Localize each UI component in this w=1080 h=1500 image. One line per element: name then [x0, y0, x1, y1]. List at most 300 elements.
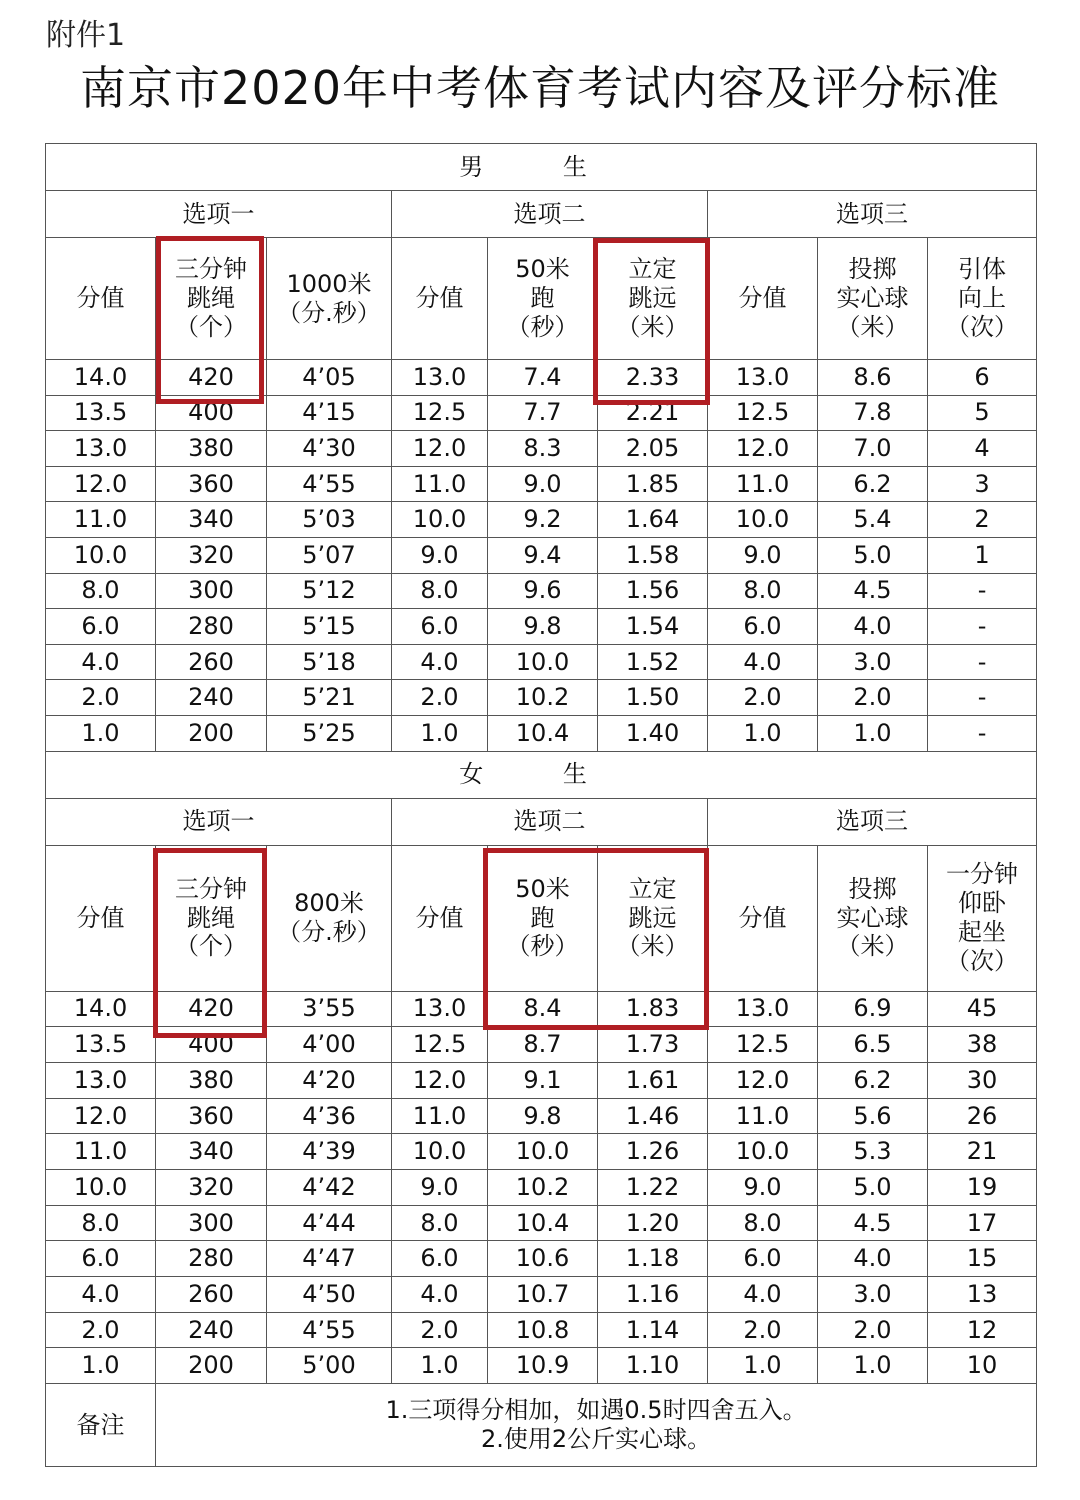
table-cell: 8.0 — [46, 1205, 156, 1241]
table-cell: 420 — [156, 991, 267, 1027]
table-cell: 9.0 — [488, 466, 598, 502]
table-cell: 4.0 — [708, 1277, 818, 1313]
table-cell: 14.0 — [46, 991, 156, 1027]
male-header-5 — [598, 238, 708, 360]
header-line: 1000米 — [286, 269, 372, 298]
male-options-row — [46, 191, 1037, 238]
notes-content — [156, 1384, 1037, 1467]
table-cell: 1.26 — [598, 1134, 708, 1170]
table-cell: 280 — [156, 1241, 267, 1277]
table-cell: 13.0 — [46, 431, 156, 467]
table-cell: 8.3 — [488, 431, 598, 467]
table-cell: 1.0 — [46, 1348, 156, 1384]
table-cell: 1.20 — [598, 1205, 708, 1241]
table-cell: 1.64 — [598, 502, 708, 538]
male-option-two: 选项二 — [392, 191, 708, 238]
table-row — [46, 1205, 1037, 1241]
table-cell: 6.9 — [818, 991, 928, 1027]
table-cell: 2.21 — [598, 395, 708, 431]
table-cell: 12.0 — [392, 431, 488, 467]
table-cell: - — [928, 573, 1037, 609]
table-cell: 1.58 — [598, 537, 708, 573]
table-cell: 2.0 — [818, 1312, 928, 1348]
table-row — [46, 1027, 1037, 1063]
table-cell: 13.0 — [46, 1062, 156, 1098]
header-line: 立定 — [628, 874, 677, 903]
table-cell: - — [928, 644, 1037, 680]
header-line: 投掷 — [848, 255, 897, 284]
table-cell: 9.6 — [488, 573, 598, 609]
male-header-6 — [708, 238, 818, 360]
document-title: 南京市2020年中考体育考试内容及评分标准 — [79, 61, 1001, 115]
table-cell: 320 — [156, 1169, 267, 1205]
header-line: 仰卧 — [958, 889, 1007, 918]
table-cell: 1.14 — [598, 1312, 708, 1348]
table-cell: 380 — [156, 1062, 267, 1098]
table-cell: 17 — [928, 1205, 1037, 1241]
table-cell: 10.8 — [488, 1312, 598, 1348]
female-options-row — [46, 798, 1037, 845]
table-cell: 14.0 — [46, 360, 156, 396]
table-row — [46, 609, 1037, 645]
table-cell: 5.0 — [818, 537, 928, 573]
table-cell: 5.3 — [818, 1134, 928, 1170]
table-cell: 2.0 — [818, 680, 928, 716]
table-cell: 10.0 — [392, 1134, 488, 1170]
male-header-3 — [392, 238, 488, 360]
table-cell: 13.0 — [708, 360, 818, 396]
header-line: （分.秒） — [277, 918, 381, 947]
table-cell: 4.0 — [46, 1277, 156, 1313]
male-header-8 — [928, 238, 1037, 360]
table-cell: 12.5 — [392, 1027, 488, 1063]
header-line: 起坐 — [958, 918, 1007, 947]
male-section-row — [46, 144, 1037, 191]
table-cell: 8.0 — [708, 573, 818, 609]
table-cell: 19 — [928, 1169, 1037, 1205]
table-cell: 1.18 — [598, 1241, 708, 1277]
table-cell: 11.0 — [46, 502, 156, 538]
table-row — [46, 1312, 1037, 1348]
table-cell: 13.0 — [392, 991, 488, 1027]
female-header-1 — [156, 845, 267, 991]
table-cell: 1.46 — [598, 1098, 708, 1134]
table-cell: 10.7 — [488, 1277, 598, 1313]
table-cell: 260 — [156, 644, 267, 680]
table-cell: 11.0 — [392, 1098, 488, 1134]
table-cell: 9.0 — [708, 537, 818, 573]
table-cell: 30 — [928, 1062, 1037, 1098]
table-cell: 9.8 — [488, 1098, 598, 1134]
header-line: 引体 — [958, 255, 1007, 284]
table-cell: 400 — [156, 1027, 267, 1063]
table-cell: 4’47 — [267, 1241, 392, 1277]
header-line: 跳绳 — [187, 903, 235, 932]
male-header-1 — [156, 238, 267, 360]
attachment-label: 附件1 — [46, 18, 126, 53]
notes-row — [46, 1384, 1037, 1467]
table-cell: 1.0 — [708, 715, 818, 751]
male-header-7 — [818, 238, 928, 360]
table-cell: 12.5 — [708, 1027, 818, 1063]
table-row — [46, 360, 1037, 396]
header-line: （米） — [836, 312, 909, 341]
header-line: 三分钟 — [175, 874, 247, 903]
table-cell: 420 — [156, 360, 267, 396]
table-cell: 4’42 — [267, 1169, 392, 1205]
table-cell: 6.2 — [818, 1062, 928, 1098]
table-cell: 4’55 — [267, 1312, 392, 1348]
table-cell: 9.8 — [488, 609, 598, 645]
table-cell: 4.0 — [818, 1241, 928, 1277]
table-cell: 10.4 — [488, 1205, 598, 1241]
table-row — [46, 1348, 1037, 1384]
table-cell: 340 — [156, 1134, 267, 1170]
table-cell: 8.7 — [488, 1027, 598, 1063]
table-cell: 5’18 — [267, 644, 392, 680]
table-cell: - — [928, 680, 1037, 716]
table-cell: 13.0 — [392, 360, 488, 396]
table-cell: 8.0 — [392, 573, 488, 609]
table-cell: 1.40 — [598, 715, 708, 751]
female-section-title: 女 生 — [46, 751, 1037, 798]
table-cell: 6.2 — [818, 466, 928, 502]
table-cell: 360 — [156, 1098, 267, 1134]
table-cell: 12.0 — [46, 1098, 156, 1134]
header-line: （米） — [616, 932, 689, 961]
table-cell: 4 — [928, 431, 1037, 467]
table-cell: 8.0 — [708, 1205, 818, 1241]
table-cell: 9.4 — [488, 537, 598, 573]
table-cell: 5’15 — [267, 609, 392, 645]
table-cell: 4’36 — [267, 1098, 392, 1134]
table-cell: 200 — [156, 715, 267, 751]
table-cell: 3.0 — [818, 644, 928, 680]
header-line: 投掷 — [848, 874, 897, 903]
header-line: 跑 — [530, 284, 555, 313]
table-cell: 6.0 — [46, 609, 156, 645]
table-cell: 8.4 — [488, 991, 598, 1027]
table-cell: 6.5 — [818, 1027, 928, 1063]
table-cell: 11.0 — [46, 1134, 156, 1170]
male-header-row — [46, 238, 1037, 360]
female-section-row — [46, 751, 1037, 798]
table-cell: 4.0 — [818, 609, 928, 645]
table-cell: 5’21 — [267, 680, 392, 716]
header-line: （秒） — [506, 312, 579, 341]
table-cell: 13.5 — [46, 1027, 156, 1063]
table-cell: 3.0 — [818, 1277, 928, 1313]
table-row — [46, 991, 1037, 1027]
header-line: 分值 — [76, 903, 125, 932]
header-line: （个） — [175, 312, 247, 341]
table-cell: 11.0 — [392, 466, 488, 502]
male-option-one: 选项一 — [46, 191, 392, 238]
table-cell: 10.0 — [392, 502, 488, 538]
table-cell: 4’15 — [267, 395, 392, 431]
table-cell: 4’39 — [267, 1134, 392, 1170]
table-cell: 4’50 — [267, 1277, 392, 1313]
table-cell: 8.6 — [818, 360, 928, 396]
table-cell: 4.0 — [708, 644, 818, 680]
header-line: 分值 — [738, 284, 787, 313]
table-cell: 1.50 — [598, 680, 708, 716]
table-cell: 12 — [928, 1312, 1037, 1348]
table-cell: 6.0 — [708, 1241, 818, 1277]
table-cell: 260 — [156, 1277, 267, 1313]
table-cell: 1 — [928, 537, 1037, 573]
header-line: 三分钟 — [175, 255, 247, 284]
table-cell: 1.16 — [598, 1277, 708, 1313]
header-line: 分值 — [76, 284, 125, 313]
table-cell: 11.0 — [708, 1098, 818, 1134]
table-cell: 8.0 — [46, 573, 156, 609]
notes-line: 1.三项得分相加，如遇0.5时四舍五入。 — [385, 1396, 807, 1425]
table-cell: 1.83 — [598, 991, 708, 1027]
header-line: 分值 — [415, 903, 464, 932]
header-line: 分值 — [415, 284, 464, 313]
table-cell: 4’00 — [267, 1027, 392, 1063]
table-cell: 10.2 — [488, 1169, 598, 1205]
table-row — [46, 1277, 1037, 1313]
table-cell: 4’05 — [267, 360, 392, 396]
table-cell: 7.0 — [818, 431, 928, 467]
table-cell: 1.56 — [598, 573, 708, 609]
table-cell: 12.5 — [392, 395, 488, 431]
table-cell: 9.0 — [392, 537, 488, 573]
table-cell: 6.0 — [708, 609, 818, 645]
header-line: 800米 — [294, 889, 364, 918]
table-row — [46, 1062, 1037, 1098]
table-cell: 240 — [156, 680, 267, 716]
table-cell: 6.0 — [46, 1241, 156, 1277]
header-line: 跳远 — [628, 903, 677, 932]
table-cell: 6.0 — [392, 1241, 488, 1277]
table-cell: 300 — [156, 573, 267, 609]
table-cell: 1.0 — [392, 715, 488, 751]
male-option-three: 选项三 — [708, 191, 1037, 238]
table-cell: 12.0 — [46, 466, 156, 502]
header-line: 分值 — [738, 903, 787, 932]
female-header-7 — [818, 845, 928, 991]
table-cell: 26 — [928, 1098, 1037, 1134]
table-cell: 1.0 — [818, 715, 928, 751]
table-cell: 10.0 — [46, 537, 156, 573]
table-cell: 5 — [928, 395, 1037, 431]
female-header-3 — [392, 845, 488, 991]
header-line: （秒） — [506, 932, 579, 961]
table-cell: 5’07 — [267, 537, 392, 573]
table-cell: 9.1 — [488, 1062, 598, 1098]
table-cell: 7.7 — [488, 395, 598, 431]
female-header-row — [46, 845, 1037, 991]
table-cell: 2.0 — [708, 1312, 818, 1348]
table-cell: 13.5 — [46, 395, 156, 431]
table-cell: 4.0 — [46, 644, 156, 680]
header-line: 向上 — [958, 284, 1007, 313]
table-cell: 10.0 — [488, 644, 598, 680]
table-cell: 5’00 — [267, 1348, 392, 1384]
female-header-4 — [488, 845, 598, 991]
score-table — [45, 143, 1037, 1467]
table-row — [46, 431, 1037, 467]
header-line: 实心球 — [836, 284, 909, 313]
table-cell: 360 — [156, 466, 267, 502]
table-cell: 380 — [156, 431, 267, 467]
table-cell: 1.85 — [598, 466, 708, 502]
table-cell: 10.4 — [488, 715, 598, 751]
table-cell: 4’30 — [267, 431, 392, 467]
table-cell: 4’55 — [267, 466, 392, 502]
header-line: （次） — [946, 946, 1019, 975]
male-section-title: 男 生 — [46, 144, 1037, 191]
table-cell: 1.54 — [598, 609, 708, 645]
table-cell: 9.0 — [392, 1169, 488, 1205]
table-cell: 1.0 — [818, 1348, 928, 1384]
table-cell: 10.0 — [708, 1134, 818, 1170]
table-cell: 2.33 — [598, 360, 708, 396]
female-option-one: 选项一 — [46, 798, 392, 845]
table-cell: 4.0 — [392, 1277, 488, 1313]
table-cell: 280 — [156, 609, 267, 645]
table-cell: 4’20 — [267, 1062, 392, 1098]
table-row — [46, 1134, 1037, 1170]
table-cell: 5.4 — [818, 502, 928, 538]
header-line: 实心球 — [836, 903, 909, 932]
table-cell: - — [928, 609, 1037, 645]
table-cell: 10.6 — [488, 1241, 598, 1277]
header-line: 跳绳 — [187, 284, 235, 313]
table-cell: 2.0 — [708, 680, 818, 716]
header-line: 跑 — [530, 903, 555, 932]
header-line: 立定 — [628, 255, 677, 284]
table-cell: 12.0 — [708, 1062, 818, 1098]
table-cell: 10.0 — [488, 1134, 598, 1170]
header-line: （米） — [836, 932, 909, 961]
table-row — [46, 573, 1037, 609]
table-row — [46, 1098, 1037, 1134]
table-cell: 300 — [156, 1205, 267, 1241]
header-line: 50米 — [515, 255, 570, 284]
table-cell: 340 — [156, 502, 267, 538]
table-cell: 6 — [928, 360, 1037, 396]
table-cell: 9.0 — [708, 1169, 818, 1205]
table-cell: 4.5 — [818, 1205, 928, 1241]
table-cell: 38 — [928, 1027, 1037, 1063]
table-cell: 3 — [928, 466, 1037, 502]
table-cell: 10.0 — [46, 1169, 156, 1205]
table-cell: 11.0 — [708, 466, 818, 502]
table-cell: 12.0 — [708, 431, 818, 467]
table-row — [46, 466, 1037, 502]
table-row — [46, 680, 1037, 716]
table-cell: 21 — [928, 1134, 1037, 1170]
female-option-three: 选项三 — [708, 798, 1037, 845]
table-cell: 1.61 — [598, 1062, 708, 1098]
table-cell: 5’12 — [267, 573, 392, 609]
male-header-4 — [488, 238, 598, 360]
table-cell: 4’44 — [267, 1205, 392, 1241]
table-cell: 12.5 — [708, 395, 818, 431]
table-cell: 8.0 — [392, 1205, 488, 1241]
table-cell: 10.9 — [488, 1348, 598, 1384]
table-cell: 4.0 — [392, 644, 488, 680]
female-header-0 — [46, 845, 156, 991]
table-row — [46, 502, 1037, 538]
table-cell: 4.5 — [818, 573, 928, 609]
header-line: （米） — [616, 312, 689, 341]
table-cell: 10 — [928, 1348, 1037, 1384]
table-cell: 5.0 — [818, 1169, 928, 1205]
table-row — [46, 395, 1037, 431]
table-row — [46, 715, 1037, 751]
male-header-0 — [46, 238, 156, 360]
table-cell: - — [928, 715, 1037, 751]
table-cell: 10.0 — [708, 502, 818, 538]
table-cell: 7.8 — [818, 395, 928, 431]
female-header-2 — [267, 845, 392, 991]
table-cell: 12.0 — [392, 1062, 488, 1098]
table-row — [46, 537, 1037, 573]
table-cell: 1.73 — [598, 1027, 708, 1063]
table-cell: 45 — [928, 991, 1037, 1027]
table-row — [46, 1169, 1037, 1205]
female-header-8 — [928, 845, 1037, 991]
table-cell: 1.0 — [46, 715, 156, 751]
table-cell: 2.0 — [46, 680, 156, 716]
table-cell: 200 — [156, 1348, 267, 1384]
table-cell: 9.2 — [488, 502, 598, 538]
header-line: 50米 — [515, 874, 570, 903]
table-cell: 320 — [156, 537, 267, 573]
table-cell: 15 — [928, 1241, 1037, 1277]
table-cell: 6.0 — [392, 609, 488, 645]
table-cell: 2.0 — [392, 680, 488, 716]
table-cell: 1.0 — [392, 1348, 488, 1384]
table-cell: 1.0 — [708, 1348, 818, 1384]
header-line: 一分钟 — [946, 860, 1019, 889]
table-cell: 2.0 — [392, 1312, 488, 1348]
table-cell: 1.22 — [598, 1169, 708, 1205]
male-header-2 — [267, 238, 392, 360]
table-cell: 240 — [156, 1312, 267, 1348]
table-cell: 2.05 — [598, 431, 708, 467]
table-cell: 7.4 — [488, 360, 598, 396]
female-header-5 — [598, 845, 708, 991]
header-line: 跳远 — [628, 284, 677, 313]
table-cell: 13.0 — [708, 991, 818, 1027]
table-row — [46, 1241, 1037, 1277]
female-header-6 — [708, 845, 818, 991]
table-cell: 1.10 — [598, 1348, 708, 1384]
table-cell: 3’55 — [267, 991, 392, 1027]
female-option-two: 选项二 — [392, 798, 708, 845]
header-line: （分.秒） — [277, 298, 381, 327]
table-cell: 2.0 — [46, 1312, 156, 1348]
notes-label: 备注 — [46, 1384, 156, 1467]
table-cell: 13 — [928, 1277, 1037, 1313]
header-line: （次） — [946, 312, 1019, 341]
table-cell: 400 — [156, 395, 267, 431]
table-row — [46, 644, 1037, 680]
table-cell: 5’03 — [267, 502, 392, 538]
table-cell: 5’25 — [267, 715, 392, 751]
table-cell: 10.2 — [488, 680, 598, 716]
notes-line: 2.使用2公斤实心球。 — [480, 1425, 712, 1454]
table-cell: 1.52 — [598, 644, 708, 680]
table-cell: 5.6 — [818, 1098, 928, 1134]
header-line: （个） — [175, 932, 247, 961]
